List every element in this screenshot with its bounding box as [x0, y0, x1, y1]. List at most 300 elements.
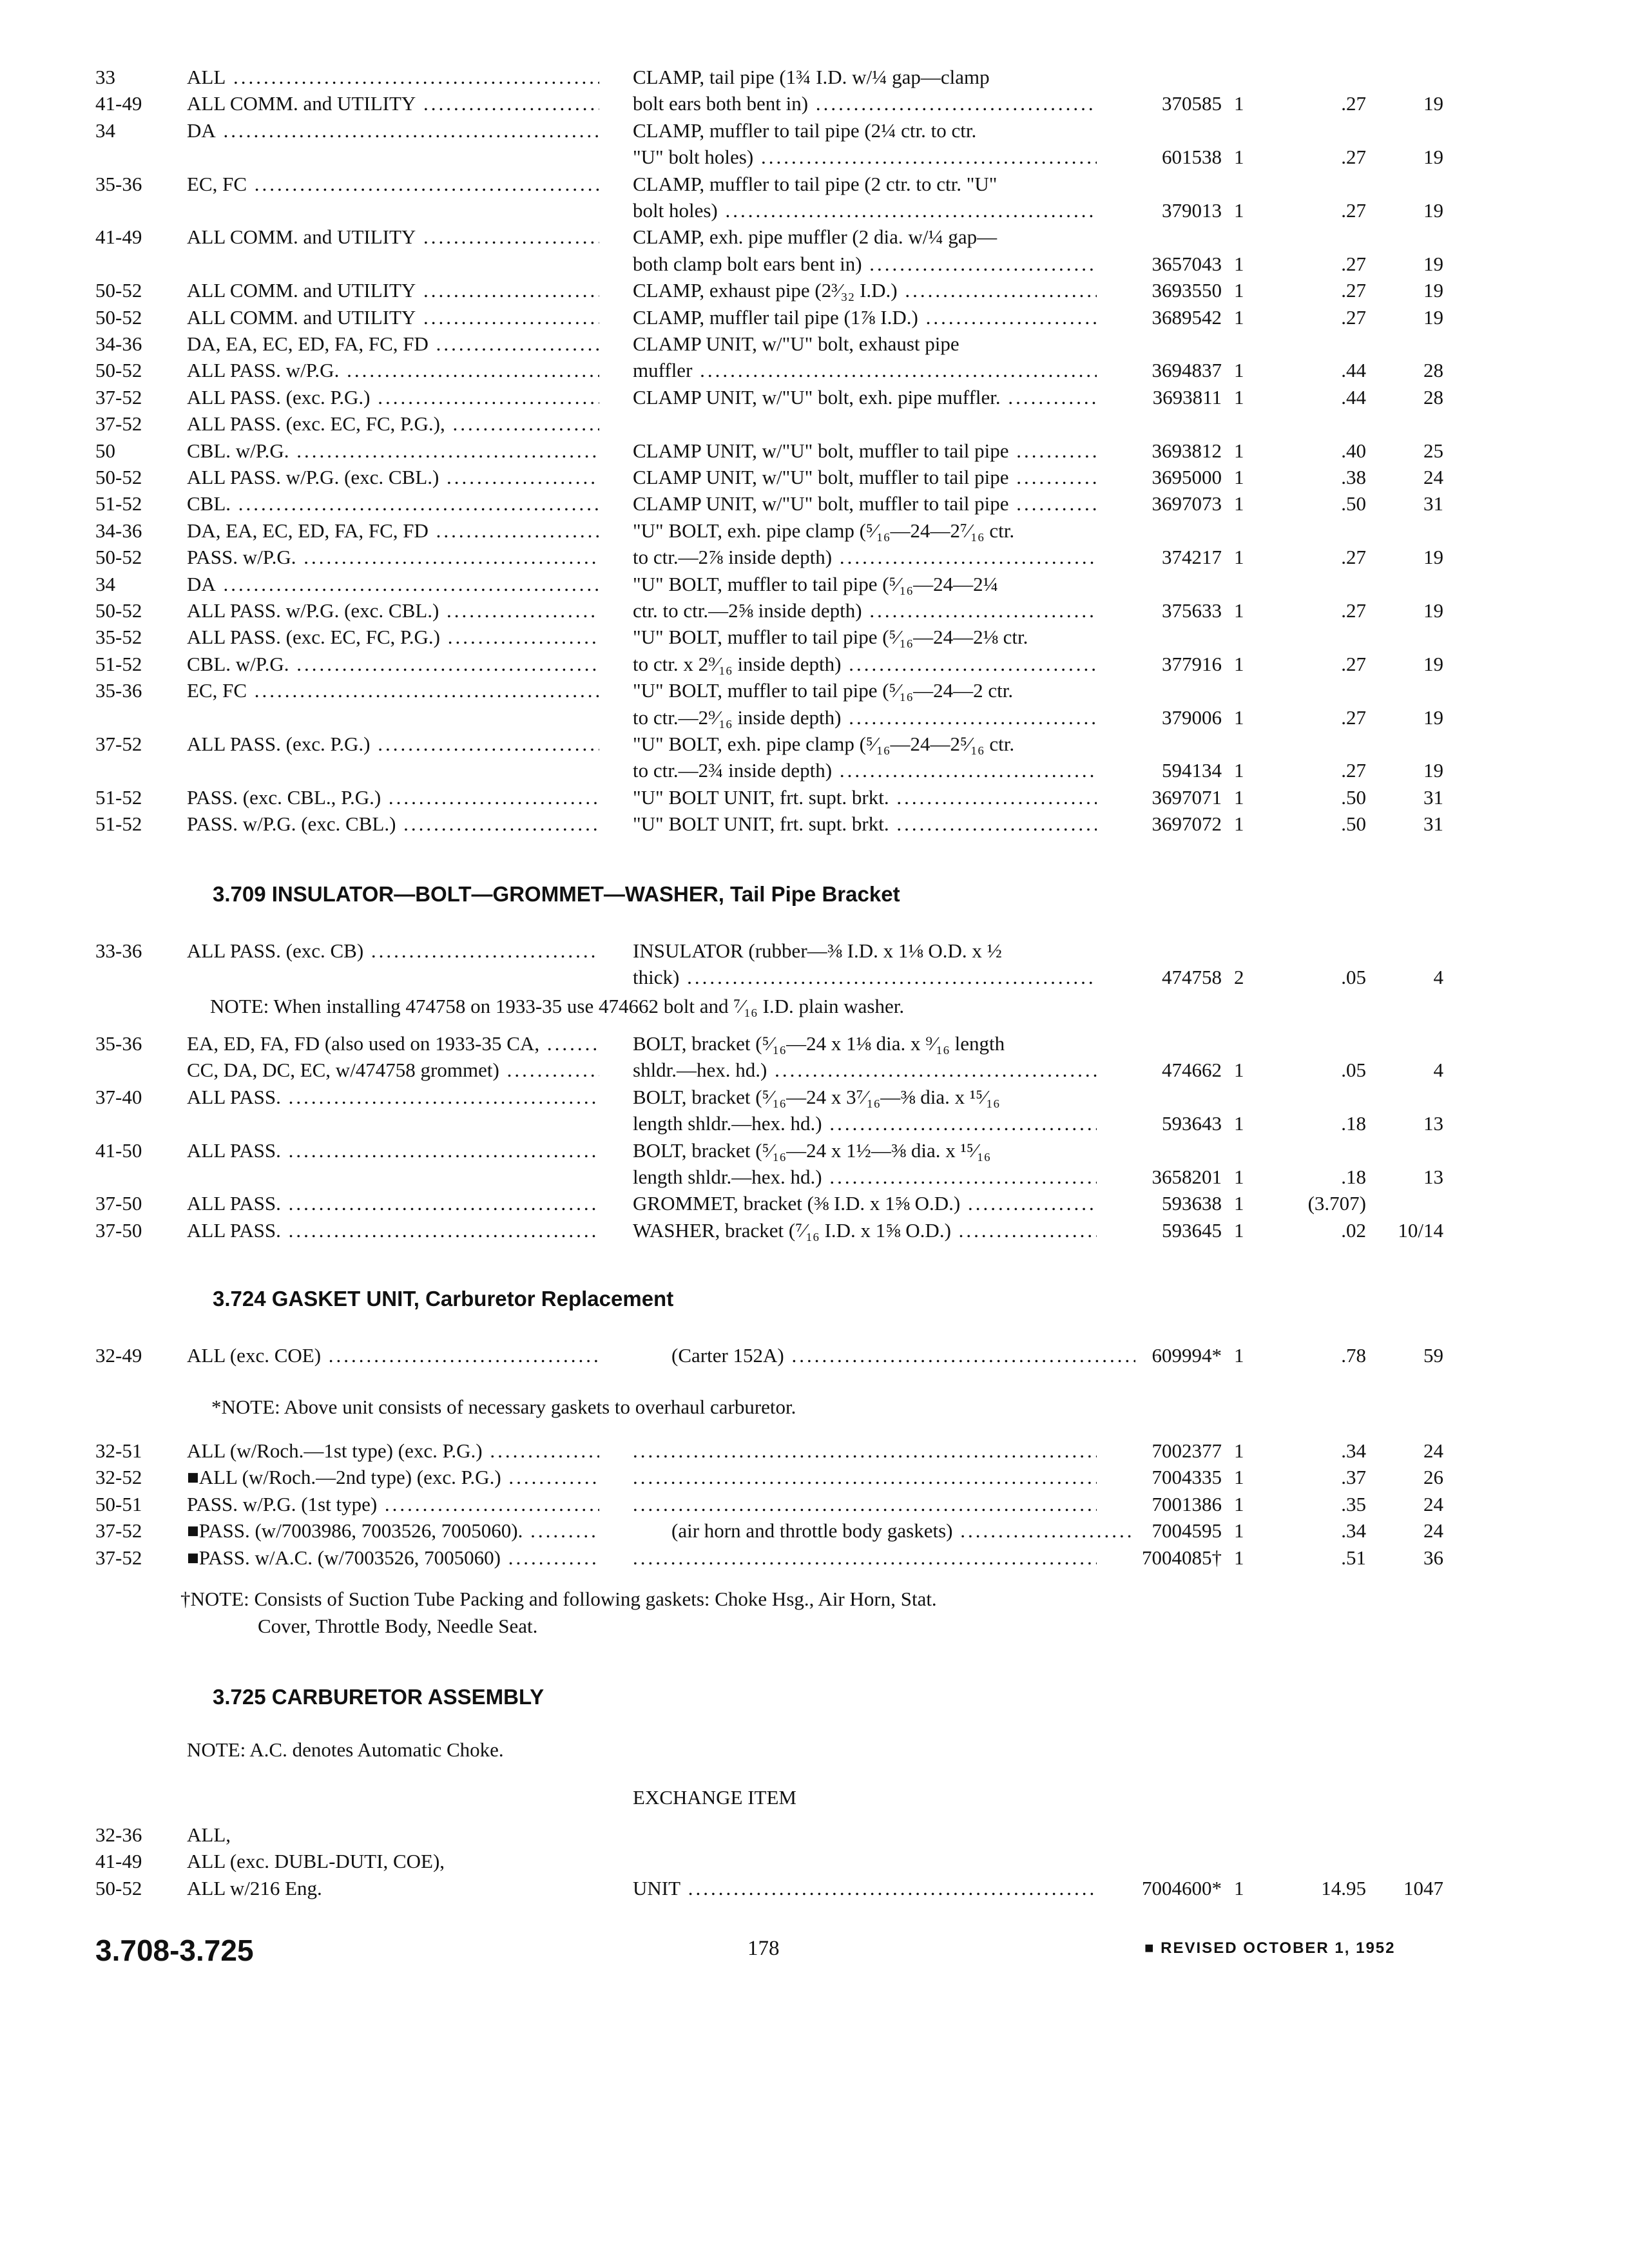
part-description: INSULATOR (rubber—⅜ I.D. x 1⅛ O.D. x ½ — [633, 939, 1002, 962]
model-applicability: ■PASS. w/A.C. (w/7003526, 7005060) ..... — [187, 1545, 599, 1571]
part-description: length shldr.—hex. hd.) ..... — [633, 1111, 1097, 1137]
list-price: .27 — [1341, 652, 1366, 675]
footer-page-number: 178 — [747, 1937, 780, 1960]
quantity: 1 — [1234, 279, 1244, 302]
part-description: CLAMP UNIT, w/"U" bolt, muffler to tail pipe ..... — [633, 491, 1097, 517]
price-group: 19 — [1423, 706, 1443, 729]
part-description: to ctr.—2⁹⁄₁₆ inside depth) ..... — [633, 705, 1097, 731]
year-range: 50-52 — [95, 279, 142, 302]
part-number: 7001386 — [1152, 1492, 1222, 1515]
model-applicability: ALL, — [187, 1823, 231, 1846]
model-applicability: PASS. w/P.G. (exc. CBL.) ..... — [187, 811, 599, 837]
year-range: 34 — [95, 119, 115, 142]
model-applicability: ■ALL (w/Roch.—2nd type) (exc. P.G.) ..... — [187, 1465, 599, 1490]
parts-row — [0, 251, 1629, 280]
list-price: .27 — [1341, 199, 1366, 222]
price-group: 19 — [1423, 305, 1443, 329]
price-group: 31 — [1423, 492, 1443, 515]
section-3709-note: NOTE: When installing 474758 on 1933-35 use 474662 bolt and ⁷⁄₁₆ I.D. plain washer. — [210, 995, 905, 1017]
price-group: 28 — [1423, 359, 1443, 382]
part-number: 379006 — [1162, 706, 1222, 729]
list-price: .18 — [1341, 1166, 1366, 1188]
part-number: 370585 — [1162, 92, 1222, 115]
parts-row — [0, 198, 1629, 226]
parts-row — [0, 1218, 1629, 1246]
part-description: length shldr.—hex. hd.) ..... — [633, 1164, 1097, 1190]
model-applicability: ALL PASS. ..... — [187, 1191, 599, 1216]
parts-row — [0, 91, 1629, 119]
model-applicability: ALL PASS. (exc. P.G.) ..... — [187, 385, 599, 410]
parts-row — [0, 938, 1629, 966]
parts-row — [0, 278, 1629, 306]
year-range: 50-52 — [95, 359, 142, 382]
part-number: 7002377 — [1152, 1439, 1222, 1462]
list-price: .27 — [1341, 252, 1366, 275]
year-range: 35-36 — [95, 1032, 142, 1055]
model-applicability: ■PASS. (w/7003986, 7003526, 7005060). ..... — [187, 1518, 599, 1544]
section-3724-note2-line2: Cover, Throttle Body, Needle Seat. — [258, 1615, 538, 1637]
price-group: 1047 — [1403, 1876, 1443, 1899]
part-description: thick) ..... — [633, 965, 1097, 990]
year-range: 35-52 — [95, 626, 142, 649]
model-applicability: ALL COMM. and UTILITY ..... — [187, 91, 599, 117]
part-description: bolt ears both bent in) ..... — [633, 91, 1097, 117]
part-number: 379013 — [1162, 199, 1222, 222]
parts-row — [0, 1876, 1629, 1904]
part-number: 7004600* — [1142, 1876, 1222, 1899]
model-applicability: ALL COMM. and UTILITY ..... — [187, 305, 599, 331]
list-price: .27 — [1341, 305, 1366, 329]
part-description: CLAMP UNIT, w/"U" bolt, muffler to tail pipe ..... — [633, 438, 1097, 464]
quantity: 1 — [1234, 1519, 1244, 1542]
model-applicability: DA ..... — [187, 572, 599, 597]
list-price: .27 — [1341, 599, 1366, 622]
list-price: (3.707) — [1307, 1192, 1366, 1215]
part-description: both clamp bolt ears bent in) ..... — [633, 251, 1097, 277]
price-group: 19 — [1423, 546, 1443, 569]
price-group: 13 — [1423, 1112, 1443, 1135]
part-description: to ctr.—2⅞ inside depth) ..... — [633, 544, 1097, 570]
part-description: "U" BOLT, muffler to tail pipe (⁵⁄₁₆—24—2¼ — [633, 572, 998, 595]
parts-row — [0, 1191, 1629, 1219]
parts-row — [0, 1111, 1629, 1139]
year-range: 37-52 — [95, 733, 142, 755]
parts-row — [0, 624, 1629, 653]
part-description: "U" BOLT, exh. pipe clamp (⁵⁄₁₆—24—2⁷⁄₁₆ ctr. — [633, 519, 1015, 542]
list-price: .05 — [1341, 966, 1366, 989]
part-number: 593638 — [1162, 1192, 1222, 1215]
model-applicability: EC, FC ..... — [187, 678, 599, 704]
year-range: 35-36 — [95, 172, 142, 195]
parts-row — [0, 465, 1629, 493]
parts-row — [0, 491, 1629, 519]
year-range: 51-52 — [95, 812, 142, 836]
parts-row — [0, 1822, 1629, 1850]
model-applicability: ALL PASS. w/P.G. (exc. CBL.) ..... — [187, 465, 599, 490]
parts-row — [0, 811, 1629, 840]
list-price: .50 — [1341, 785, 1366, 809]
list-price: .44 — [1341, 385, 1366, 408]
price-group: 13 — [1423, 1166, 1443, 1188]
model-applicability: CBL. ..... — [187, 491, 599, 517]
part-description: CLAMP UNIT, w/"U" bolt, muffler to tail pipe ..... — [633, 465, 1097, 490]
year-range: 51-52 — [95, 652, 142, 675]
model-applicability: CBL. w/P.G. ..... — [187, 651, 599, 677]
list-price: .51 — [1341, 1546, 1366, 1569]
year-range: 50-52 — [95, 466, 142, 488]
price-group: 26 — [1423, 1466, 1443, 1489]
part-description: to ctr. x 2⁹⁄₁₆ inside depth) ..... — [633, 651, 1097, 677]
quantity: 1 — [1234, 652, 1244, 675]
section-3724-note2-line1: †NOTE: Consists of Suction Tube Packing and following gaskets: Choke Hsg., Air Horn, Stat. — [180, 1588, 937, 1610]
price-group: 19 — [1423, 599, 1443, 622]
quantity: 2 — [1234, 966, 1244, 989]
year-range: 41-49 — [95, 92, 142, 115]
model-applicability: ALL (w/Roch.—1st type) (exc. P.G.) ..... — [187, 1438, 599, 1464]
price-group: 19 — [1423, 146, 1443, 169]
quantity: 1 — [1234, 759, 1244, 782]
quantity: 1 — [1234, 1218, 1244, 1242]
year-range: 37-50 — [95, 1218, 142, 1242]
year-range: 37-40 — [95, 1085, 142, 1108]
price-group: 31 — [1423, 785, 1443, 809]
quantity: 1 — [1234, 92, 1244, 115]
part-number: 3697071 — [1152, 785, 1222, 809]
parts-row — [0, 1849, 1629, 1877]
quantity: 1 — [1234, 385, 1244, 408]
quantity: 1 — [1234, 1439, 1244, 1462]
year-range: 34 — [95, 572, 115, 595]
model-applicability: ALL w/216 Eng. — [187, 1876, 322, 1899]
part-number: 377916 — [1162, 652, 1222, 675]
model-applicability: ALL (exc. COE) ..... — [187, 1343, 599, 1369]
part-number: 3693811 — [1152, 385, 1222, 408]
quantity: 1 — [1234, 785, 1244, 809]
year-range: 33 — [95, 66, 115, 88]
part-number: 3697073 — [1152, 492, 1222, 515]
part-number: 3689542 — [1152, 305, 1222, 329]
part-number: 3657043 — [1152, 252, 1222, 275]
exchange-item-label: EXCHANGE ITEM — [633, 1786, 796, 1809]
model-applicability: EA, ED, FA, FD (also used on 1933-35 CA, ..... — [187, 1031, 599, 1057]
parts-row — [0, 598, 1629, 626]
price-group: 4 — [1433, 1059, 1443, 1082]
year-range: 32-52 — [95, 1466, 142, 1489]
parts-row — [0, 1518, 1629, 1546]
section-3709-heading: 3.709 INSULATOR—BOLT—GROMMET—WASHER, Tail Pipe Bracket — [213, 882, 900, 906]
part-description: GROMMET, bracket (⅜ I.D. x 1⅝ O.D.) ..... — [633, 1191, 1097, 1216]
part-number: 593645 — [1162, 1218, 1222, 1242]
part-description: "U" BOLT, muffler to tail pipe (⁵⁄₁₆—24—2 ctr. — [633, 679, 1014, 702]
parts-row — [0, 224, 1629, 253]
quantity: 1 — [1234, 706, 1244, 729]
model-applicability: PASS. w/P.G. ..... — [187, 544, 599, 570]
part-number: 3693812 — [1152, 439, 1222, 462]
part-number: 594134 — [1162, 759, 1222, 782]
quantity: 1 — [1234, 492, 1244, 515]
quantity: 1 — [1234, 252, 1244, 275]
model-applicability: PASS. w/P.G. (1st type) ..... — [187, 1492, 599, 1517]
parts-row — [0, 438, 1629, 466]
section-3725-heading: 3.725 CARBURETOR ASSEMBLY — [213, 1685, 545, 1709]
part-number: 374217 — [1162, 546, 1222, 569]
quantity: 1 — [1234, 146, 1244, 169]
year-range: 35-36 — [95, 679, 142, 702]
list-price: .44 — [1341, 359, 1366, 382]
parts-row — [0, 385, 1629, 413]
price-group: 24 — [1423, 1519, 1443, 1542]
parts-row — [0, 544, 1629, 573]
quantity: 1 — [1234, 1344, 1244, 1367]
parts-row — [0, 1164, 1629, 1193]
part-description — [633, 1492, 1097, 1517]
list-price: .40 — [1341, 439, 1366, 462]
part-description: BOLT, bracket (⁵⁄₁₆—24 x 1½—⅜ dia. x ¹⁵⁄₁₆ — [633, 1139, 991, 1162]
part-description: bolt holes) ..... — [633, 198, 1097, 224]
part-description: ctr. to ctr.—2⅝ inside depth) ..... — [633, 598, 1097, 624]
list-price: .27 — [1341, 706, 1366, 729]
model-applicability: CBL. w/P.G. ..... — [187, 438, 599, 464]
price-group: 24 — [1423, 1492, 1443, 1515]
year-range: 37-52 — [95, 1519, 142, 1542]
part-description: (Carter 152A) ..... — [633, 1343, 1135, 1369]
part-description: "U" BOLT UNIT, frt. supt. brkt. ..... — [633, 811, 1097, 837]
parts-row — [0, 1438, 1629, 1466]
model-applicability: ALL PASS. w/P.G. (exc. CBL.) ..... — [187, 598, 599, 624]
part-description: BOLT, bracket (⁵⁄₁₆—24 x 3⁷⁄₁₆—⅜ dia. x ¹⁵⁄₁₆ — [633, 1085, 1000, 1108]
part-number: 593643 — [1162, 1112, 1222, 1135]
parts-row — [0, 358, 1629, 386]
model-applicability: ALL (exc. DUBL-DUTI, COE), — [187, 1850, 445, 1873]
quantity: 1 — [1234, 1546, 1244, 1569]
parts-row — [0, 651, 1629, 680]
year-range: 50-52 — [95, 1876, 142, 1899]
list-price: .50 — [1341, 812, 1366, 836]
quantity: 1 — [1234, 199, 1244, 222]
part-description: muffler ..... — [633, 358, 1097, 383]
model-applicability: ALL PASS. ..... — [187, 1218, 599, 1244]
price-group: 19 — [1423, 92, 1443, 115]
part-description: "U" BOLT, muffler to tail pipe (⁵⁄₁₆—24—2⅛ ctr. — [633, 626, 1028, 649]
parts-row — [0, 64, 1629, 93]
footer-section-range: 3.708-3.725 — [95, 1934, 254, 1967]
list-price: .35 — [1341, 1492, 1366, 1515]
part-number: 375633 — [1162, 599, 1222, 622]
year-range: 37-52 — [95, 385, 142, 408]
part-number: 474662 — [1162, 1059, 1222, 1082]
parts-row — [0, 144, 1629, 173]
price-group: 19 — [1423, 252, 1443, 275]
model-applicability: ALL ..... — [187, 64, 599, 90]
model-applicability: ALL PASS. (exc. EC, FC, P.G.) ..... — [187, 624, 599, 650]
parts-row — [0, 518, 1629, 546]
year-range: 34-36 — [95, 519, 142, 542]
list-price: .34 — [1341, 1519, 1366, 1542]
parts-row — [0, 731, 1629, 760]
list-price: .27 — [1341, 92, 1366, 115]
price-group: 31 — [1423, 812, 1443, 836]
list-price: .50 — [1341, 492, 1366, 515]
year-range: 50-51 — [95, 1492, 142, 1515]
price-group: 36 — [1423, 1546, 1443, 1569]
year-range: 41-50 — [95, 1139, 142, 1162]
section-3724-note1: *NOTE: Above unit consists of necessary gaskets to overhaul carburetor. — [211, 1396, 796, 1418]
model-applicability: PASS. (exc. CBL., P.G.) ..... — [187, 785, 599, 811]
model-applicability: DA, EA, EC, ED, FA, FC, FD ..... — [187, 518, 599, 544]
parts-row — [0, 758, 1629, 786]
part-description: CLAMP, muffler to tail pipe (2¼ ctr. to ctr. — [633, 119, 977, 142]
parts-row — [0, 118, 1629, 146]
footer-revised: ■ REVISED OCTOBER 1, 1952 — [1144, 1939, 1396, 1957]
year-range: 50-52 — [95, 305, 142, 329]
quantity: 1 — [1234, 466, 1244, 488]
price-group: 19 — [1423, 279, 1443, 302]
parts-row — [0, 1465, 1629, 1493]
price-group: 28 — [1423, 385, 1443, 408]
parts-row — [0, 785, 1629, 813]
year-range: 50-52 — [95, 599, 142, 622]
quantity: 1 — [1234, 1166, 1244, 1188]
model-applicability: ALL PASS. (exc. CB) ..... — [187, 938, 599, 964]
part-number: 3658201 — [1152, 1166, 1222, 1188]
price-group: 19 — [1423, 199, 1443, 222]
quantity: 1 — [1234, 1059, 1244, 1082]
year-range: 37-52 — [95, 412, 142, 436]
part-description: shldr.—hex. hd.) ..... — [633, 1057, 1097, 1083]
part-number: 7004335 — [1152, 1466, 1222, 1489]
list-price: .27 — [1341, 759, 1366, 782]
parts-row — [0, 411, 1629, 439]
year-range: 32-36 — [95, 1823, 142, 1846]
year-range: 50-52 — [95, 546, 142, 569]
year-range: 33-36 — [95, 939, 142, 962]
part-description: "U" BOLT, exh. pipe clamp (⁵⁄₁₆—24—2⁵⁄₁₆ ctr. — [633, 733, 1015, 755]
year-range: 41-49 — [95, 1850, 142, 1873]
price-group: 10/14 — [1398, 1218, 1443, 1242]
model-applicability: ALL COMM. and UTILITY ..... — [187, 278, 599, 303]
part-description: "U" bolt holes) ..... — [633, 144, 1097, 170]
parts-row — [0, 171, 1629, 200]
model-applicability: ALL PASS. ..... — [187, 1138, 599, 1164]
parts-row — [0, 305, 1629, 333]
part-description: CLAMP, tail pipe (1¾ I.D. w/¼ gap—clamp — [633, 66, 990, 88]
part-number: 7004595 — [1152, 1519, 1222, 1542]
quantity: 1 — [1234, 1466, 1244, 1489]
price-group: 59 — [1423, 1344, 1443, 1367]
quantity: 1 — [1234, 439, 1244, 462]
quantity: 1 — [1234, 599, 1244, 622]
part-description: (air horn and throttle body gaskets) ..... — [633, 1518, 1135, 1544]
model-applicability: ALL PASS. w/P.G. ..... — [187, 358, 599, 383]
parts-row — [0, 705, 1629, 733]
list-price: .27 — [1341, 546, 1366, 569]
price-group: 19 — [1423, 652, 1443, 675]
year-range: 37-50 — [95, 1192, 142, 1215]
parts-row — [0, 1031, 1629, 1059]
model-applicability: ALL PASS. ..... — [187, 1084, 599, 1110]
part-description: CLAMP, muffler to tail pipe (2 ctr. to ctr. "U" — [633, 172, 998, 195]
part-description: CLAMP UNIT, w/"U" bolt, exhaust pipe — [633, 332, 959, 355]
model-applicability: EC, FC ..... — [187, 171, 599, 197]
model-applicability: ALL PASS. (exc. P.G.) ..... — [187, 731, 599, 757]
quantity: 1 — [1234, 305, 1244, 329]
year-range: 51-52 — [95, 785, 142, 809]
year-range: 37-52 — [95, 1546, 142, 1569]
list-price: .78 — [1341, 1344, 1366, 1367]
parts-row — [0, 572, 1629, 600]
part-description — [633, 1465, 1097, 1490]
part-description — [633, 1438, 1097, 1464]
part-description: UNIT ..... — [633, 1876, 1097, 1901]
part-description: CLAMP, exh. pipe muffler (2 dia. w/¼ gap— — [633, 226, 998, 249]
list-price: .27 — [1341, 279, 1366, 302]
parts-row — [0, 1545, 1629, 1573]
quantity: 1 — [1234, 812, 1244, 836]
quantity: 1 — [1234, 1876, 1244, 1899]
model-applicability: ALL PASS. (exc. EC, FC, P.G.), ..... — [187, 411, 599, 437]
part-number: 609994* — [1152, 1344, 1222, 1367]
part-description — [633, 1545, 1097, 1571]
quantity: 1 — [1234, 546, 1244, 569]
quantity: 1 — [1234, 1492, 1244, 1515]
section-3724-heading: 3.724 GASKET UNIT, Carburetor Replacement — [213, 1287, 674, 1311]
list-price: 14.95 — [1321, 1876, 1366, 1899]
parts-row — [0, 331, 1629, 360]
part-description: "U" BOLT UNIT, frt. supt. brkt. ..... — [633, 785, 1097, 811]
part-number: 3694837 — [1152, 359, 1222, 382]
list-price: .05 — [1341, 1059, 1366, 1082]
year-range: 32-49 — [95, 1344, 142, 1367]
list-price: .37 — [1341, 1466, 1366, 1489]
list-price: .02 — [1341, 1218, 1366, 1242]
parts-row — [0, 965, 1629, 993]
price-group: 25 — [1423, 439, 1443, 462]
list-price: .38 — [1341, 466, 1366, 488]
parts-row — [0, 1138, 1629, 1166]
part-description: CLAMP, exhaust pipe (2³⁄₃₂ I.D.) ..... — [633, 278, 1097, 303]
model-applicability: DA, EA, EC, ED, FA, FC, FD ..... — [187, 331, 599, 357]
year-range: 51-52 — [95, 492, 142, 515]
parts-row — [0, 1057, 1629, 1086]
part-number: 3695000 — [1152, 466, 1222, 488]
list-price: .18 — [1341, 1112, 1366, 1135]
parts-row — [0, 1492, 1629, 1520]
year-range: 41-49 — [95, 226, 142, 249]
part-description: CLAMP UNIT, w/"U" bolt, exh. pipe muffler. ..... — [633, 385, 1097, 410]
price-group: 24 — [1423, 1439, 1443, 1462]
part-number: 3693550 — [1152, 279, 1222, 302]
list-price: .34 — [1341, 1439, 1366, 1462]
year-range: 32-51 — [95, 1439, 142, 1462]
model-applicability: DA ..... — [187, 118, 599, 144]
parts-row — [0, 678, 1629, 706]
price-group: 19 — [1423, 759, 1443, 782]
section-3725-note: NOTE: A.C. denotes Automatic Choke. — [187, 1738, 504, 1761]
part-description: BOLT, bracket (⁵⁄₁₆—24 x 1⅛ dia. x ⁹⁄₁₆ length — [633, 1032, 1005, 1055]
quantity: 1 — [1234, 1112, 1244, 1135]
part-number: 7004085† — [1142, 1546, 1222, 1569]
model-applicability: ALL COMM. and UTILITY ..... — [187, 224, 599, 250]
price-group: 4 — [1433, 966, 1443, 989]
list-price: .27 — [1341, 146, 1366, 169]
year-range: 50 — [95, 439, 115, 462]
quantity: 1 — [1234, 1192, 1244, 1215]
quantity: 1 — [1234, 359, 1244, 382]
parts-row — [0, 1343, 1629, 1371]
part-number: 3697072 — [1152, 812, 1222, 836]
part-number: 601538 — [1162, 146, 1222, 169]
model-applicability: CC, DA, DC, EC, w/474758 grommet) ..... — [187, 1057, 599, 1083]
